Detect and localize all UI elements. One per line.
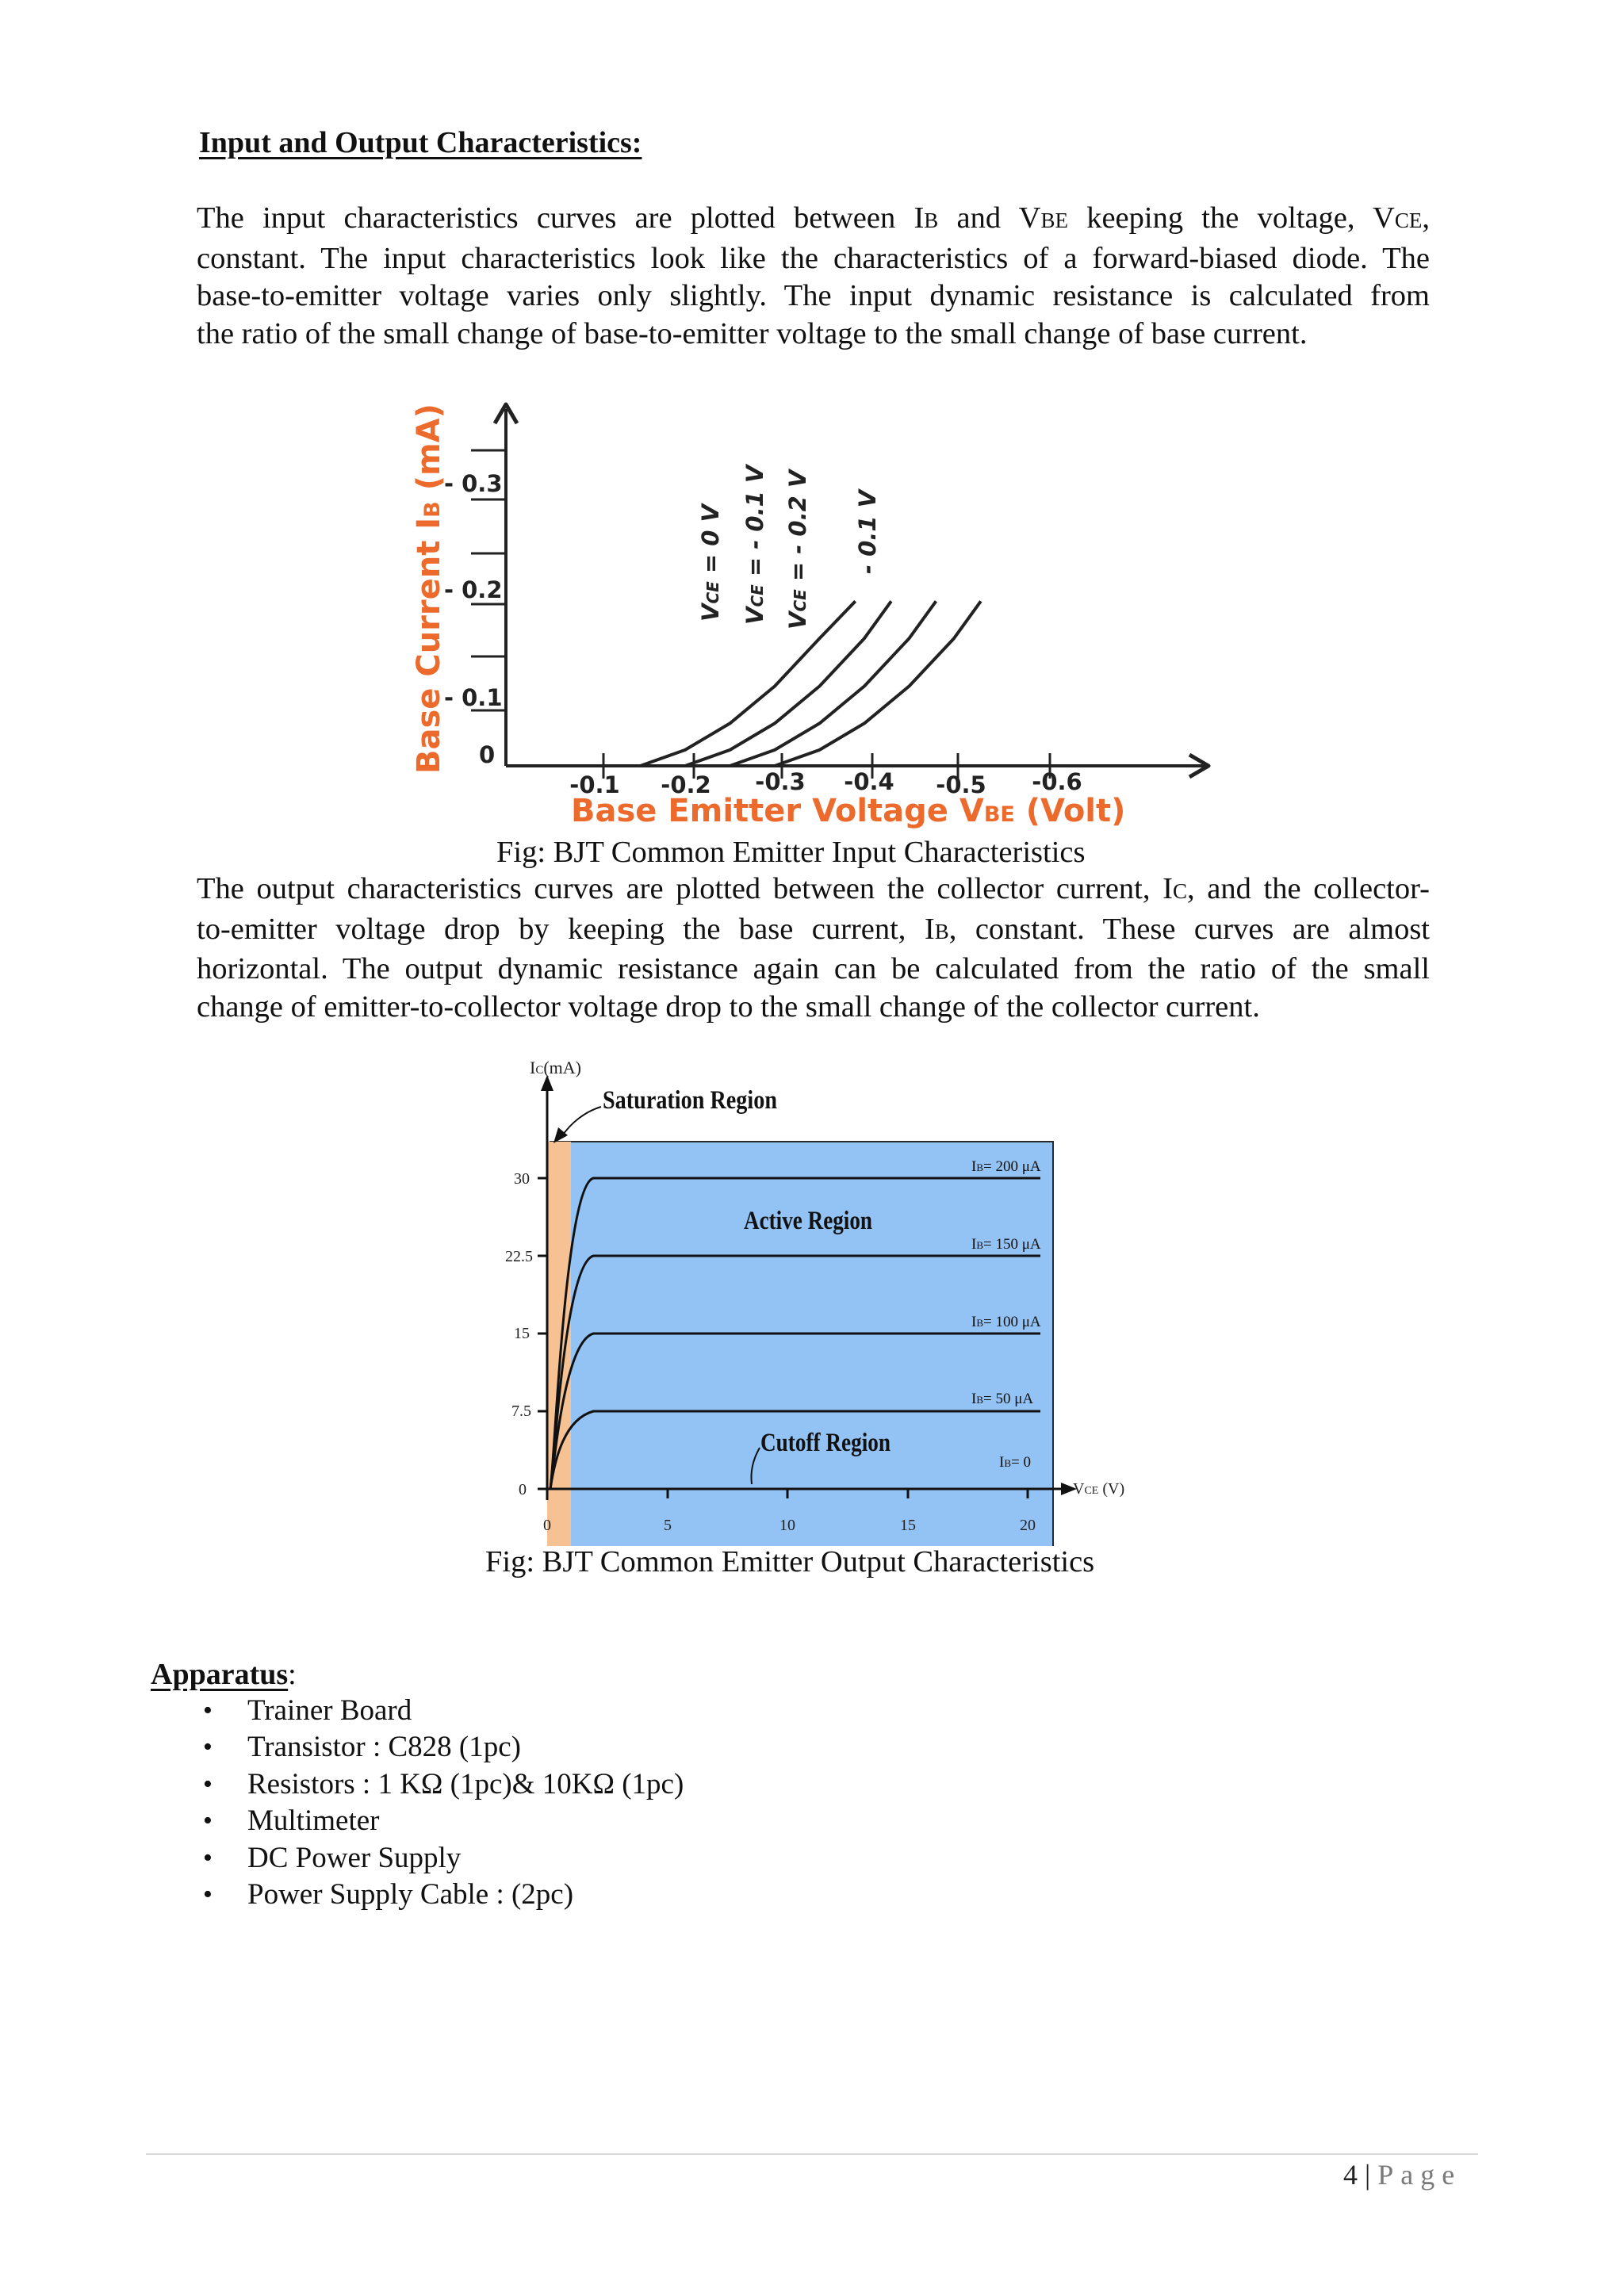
para1-line-4: the ratio of the small change of base-to-emitter voltage to the small change of base current. bbox=[197, 316, 1308, 350]
series-label-4: - 0.1 V bbox=[854, 489, 881, 574]
y-tick-01: - 0.1 bbox=[444, 684, 503, 711]
output-characteristics-chart bbox=[492, 1054, 1142, 1546]
y-ticks bbox=[538, 1178, 547, 1489]
saturation-pointer bbox=[561, 1107, 601, 1137]
input-characteristics-chart bbox=[396, 395, 1237, 839]
list-item: • Multimeter bbox=[197, 1803, 684, 1839]
saturation-region-label: Saturation Region bbox=[603, 1086, 777, 1115]
x-tick-05: -0.5 bbox=[936, 771, 986, 798]
ib-200-label: IB= 200 μA bbox=[971, 1158, 1041, 1175]
section-heading: Input and Output Characteristics: bbox=[199, 126, 642, 159]
y-axis-arrow bbox=[541, 1075, 553, 1091]
x-tick-20: 20 bbox=[1020, 1517, 1036, 1534]
list-item: • DC Power Supply bbox=[197, 1840, 684, 1877]
output-characteristics-paragraph bbox=[197, 871, 1430, 1026]
y-tick-30: 30 bbox=[514, 1170, 530, 1188]
y-tick-03: - 0.3 bbox=[444, 470, 503, 497]
ib-50-label: IB= 50 μA bbox=[971, 1391, 1034, 1407]
y-tick-02: - 0.2 bbox=[444, 576, 503, 603]
list-item: • Trainer Board bbox=[197, 1693, 684, 1729]
series-label-2: VCE = - 0.1 V bbox=[741, 465, 768, 625]
ib-100-label: IB= 100 μA bbox=[971, 1314, 1041, 1330]
x-tick-10: 10 bbox=[779, 1517, 795, 1534]
y-tick-0: 0 bbox=[519, 1481, 527, 1498]
para2-line-3: horizontal. The output dynamic resistance again can be calculated from the ratio of the small bbox=[197, 952, 1430, 985]
active-region-label: Active Region bbox=[744, 1207, 872, 1235]
para2-line-4: change of emitter-to-collector voltage drop to the small change of the collector current. bbox=[197, 989, 1260, 1024]
figure1-caption: Fig: BJT Common Emitter Input Characteristics bbox=[496, 836, 1086, 869]
active-region-fill bbox=[550, 1142, 1053, 1546]
y-axis-label: IC(mA) bbox=[530, 1058, 581, 1077]
x-tick-06: -0.6 bbox=[1032, 768, 1082, 795]
apparatus-heading: Apparatus: bbox=[151, 1658, 297, 1691]
series-label-1: VCE = 0 V bbox=[697, 503, 724, 622]
y-tick-15: 15 bbox=[514, 1325, 530, 1342]
y-tick-0: 0 bbox=[479, 741, 496, 768]
para2-line-2: to-emitter voltage drop by keeping the base current, IB, constant. These curves are almost bbox=[197, 912, 1430, 946]
ib-150-label: IB= 150 μA bbox=[971, 1236, 1041, 1253]
list-item: • Resistors : 1 KΩ (1pc)& 10KΩ (1pc) bbox=[197, 1766, 684, 1803]
para1-line-3: base-to-emitter voltage varies only slightly. The input dynamic resistance is calculated from bbox=[197, 279, 1430, 312]
x-tick-0: 0 bbox=[543, 1517, 551, 1534]
x-tick-03: -0.3 bbox=[755, 768, 806, 795]
page-number: 4 | Page bbox=[1343, 2159, 1462, 2191]
cutoff-region-label: Cutoff Region bbox=[760, 1429, 891, 1457]
x-tick-15: 15 bbox=[900, 1517, 916, 1534]
list-item: • Transistor : C828 (1pc) bbox=[197, 1729, 684, 1766]
y-axis-label: Base Current IB (mA) bbox=[411, 404, 447, 774]
x-tick-01: -0.1 bbox=[569, 771, 620, 798]
y-tick-7-5: 7.5 bbox=[511, 1402, 531, 1420]
input-characteristics-paragraph bbox=[197, 200, 1430, 353]
x-tick-02: -0.2 bbox=[661, 771, 711, 798]
x-axis-label: Base Emitter Voltage VBE (Volt) bbox=[571, 793, 1126, 829]
para1-line-2: constant. The input characteristics look like the characteristics of a forward-biased diode. The bbox=[197, 241, 1430, 275]
para2-line-1: The output characteristics curves are plotted between the collector current, IC, and the collector- bbox=[197, 872, 1430, 905]
x-axis-label: VCE (V) bbox=[1073, 1480, 1125, 1498]
series-label-3: VCE = - 0.2 V bbox=[784, 469, 811, 629]
figure2-caption: Fig: BJT Common Emitter Output Characteristics bbox=[485, 1545, 1095, 1578]
x-tick-04: -0.4 bbox=[844, 768, 894, 795]
apparatus-list bbox=[197, 1693, 684, 1913]
y-tick-22-5: 22.5 bbox=[505, 1248, 533, 1265]
list-item: • Power Supply Cable : (2pc) bbox=[197, 1877, 684, 1913]
footer-divider bbox=[146, 2153, 1478, 2155]
ib-0-label: IB= 0 bbox=[999, 1454, 1031, 1471]
para1-line-1: The input characteristics curves are plotted between IB and VBE keeping the voltage, VCE, bbox=[197, 201, 1430, 235]
x-tick-5: 5 bbox=[664, 1517, 672, 1534]
